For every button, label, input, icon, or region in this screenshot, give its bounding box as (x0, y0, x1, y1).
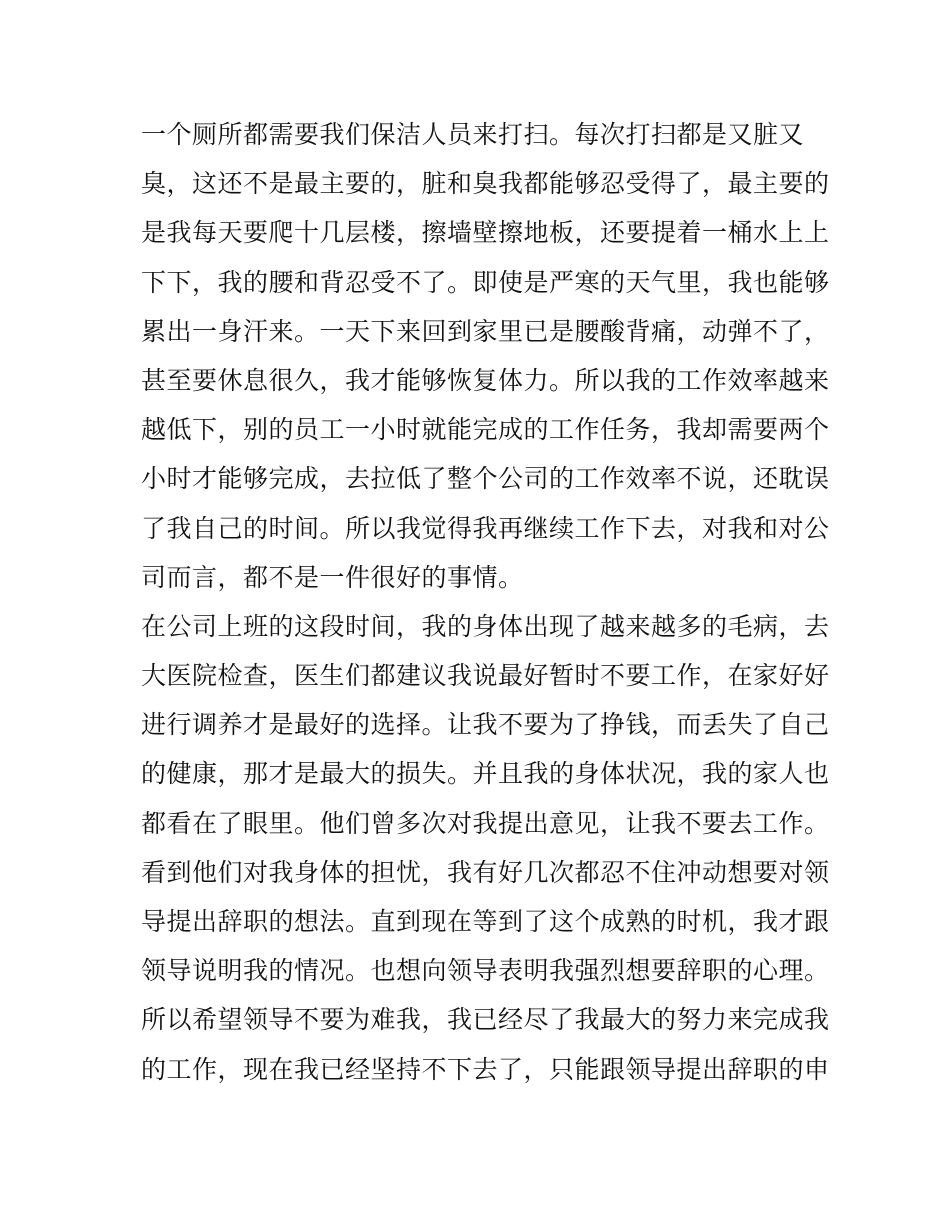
text-line: 甚至要休息很久，我才能够恢复体力。所以我的工作效率越来 (141, 365, 830, 395)
text-line: 在公司上班的这段时间，我的身体出现了越来越多的毛病，去 (141, 611, 830, 641)
text-line: 所以希望领导不要为难我，我已经尽了我最大的努力来完成我 (141, 1005, 830, 1035)
text-line: 领导说明我的情况。也想向领导表明我强烈想要辞职的心理。 (141, 956, 830, 986)
text-line: 大医院检查，医生们都建议我说最好暂时不要工作，在家好好 (141, 661, 830, 691)
text-line: 都看在了眼里。他们曾多次对我提出意见，让我不要去工作。 (141, 808, 830, 838)
text-line: 了我自己的时间。所以我觉得我再继续工作下去，对我和对公 (141, 513, 830, 543)
text-line: 一个厕所都需要我们保洁人员来打扫。每次打扫都是又脏又 (141, 120, 805, 149)
text-line: 导提出辞职的想法。直到现在等到了这个成熟的时机，我才跟 (141, 907, 830, 936)
text-line: 进行调养才是最好的选择。让我不要为了挣钱，而丢失了自己 (141, 710, 830, 740)
text-line: 看到他们对我身体的担忧，我有好几次都忍不住冲动想要对领 (141, 857, 830, 887)
text-line: 累出一身汗来。一天下来回到家里已是腰酸背痛，动弹不了， (141, 316, 830, 346)
text-line: 的工作，现在我已经坚持不下去了，只能跟领导提出辞职的申 (141, 1054, 830, 1084)
text-line: 小时才能够完成，去拉低了整个公司的工作效率不说，还耽误 (141, 464, 830, 494)
text-line: 是我每天要爬十几层楼，擦墙壁擦地板，还要提着一桶水上上 (141, 218, 830, 248)
body-text (141, 110, 830, 1094)
text-line: 的健康，那才是最大的损失。并且我的身体状况，我的家人也 (141, 759, 830, 789)
text-line: 司而言，都不是一件很好的事情。 (141, 562, 524, 592)
text-line: 下下，我的腰和背忍受不了。即使是严寒的天气里，我也能够 (141, 267, 830, 297)
text-line: 越低下，别的员工一小时就能完成的工作任务，我却需要两个 (141, 415, 830, 445)
text-line: 臭，这还不是最主要的，脏和臭我都能够忍受得了，最主要的 (141, 169, 830, 199)
